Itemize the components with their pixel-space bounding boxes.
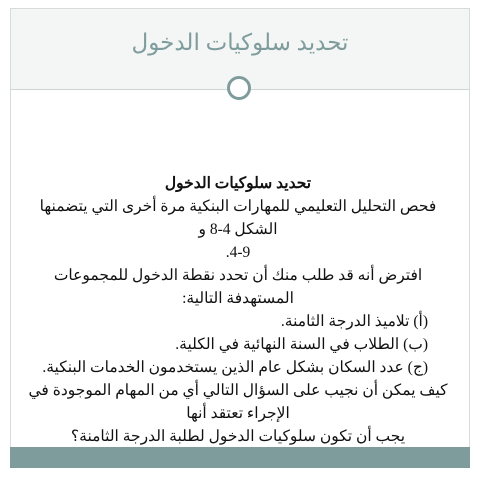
body-heading: تحديد سلوكيات الدخول <box>164 175 312 192</box>
body-line-1: فحص التحليل التعليمي للمهارات البنكية مرة أخرى التي يتضمنها الشكل 4-8 و <box>39 198 437 238</box>
slide-body <box>24 172 452 448</box>
question-line-1: كيف يمكن أن نجيب على السؤال التالي أي من المهام الموجودة في الإجراء تعتقد أنها <box>28 382 448 422</box>
footer-bar <box>10 447 470 468</box>
list-item-b: (ب) الطلاب في السنة النهائية في الكلية. <box>175 336 428 353</box>
list-item-c: (ج) عدد السكان بشكل عام الذين يستخدمون الخدمات البنكية. <box>42 359 428 376</box>
body-line-3: افترض أنه قد طلب منك أن تحدد نقطة الدخول للمجموعات المستهدفة التالية: <box>53 267 423 307</box>
ring-ornament-icon <box>227 76 251 100</box>
body-line-2: 4-9. <box>225 244 251 261</box>
list-item-a: (أ) تلاميذ الدرجة الثامنة. <box>280 313 428 330</box>
question-line-2: يجب أن تكون سلوكيات الدخول لطلبة الدرجة الثامنة؟ <box>70 428 406 445</box>
slide-title: تحديد سلوكيات الدخول <box>131 30 349 55</box>
